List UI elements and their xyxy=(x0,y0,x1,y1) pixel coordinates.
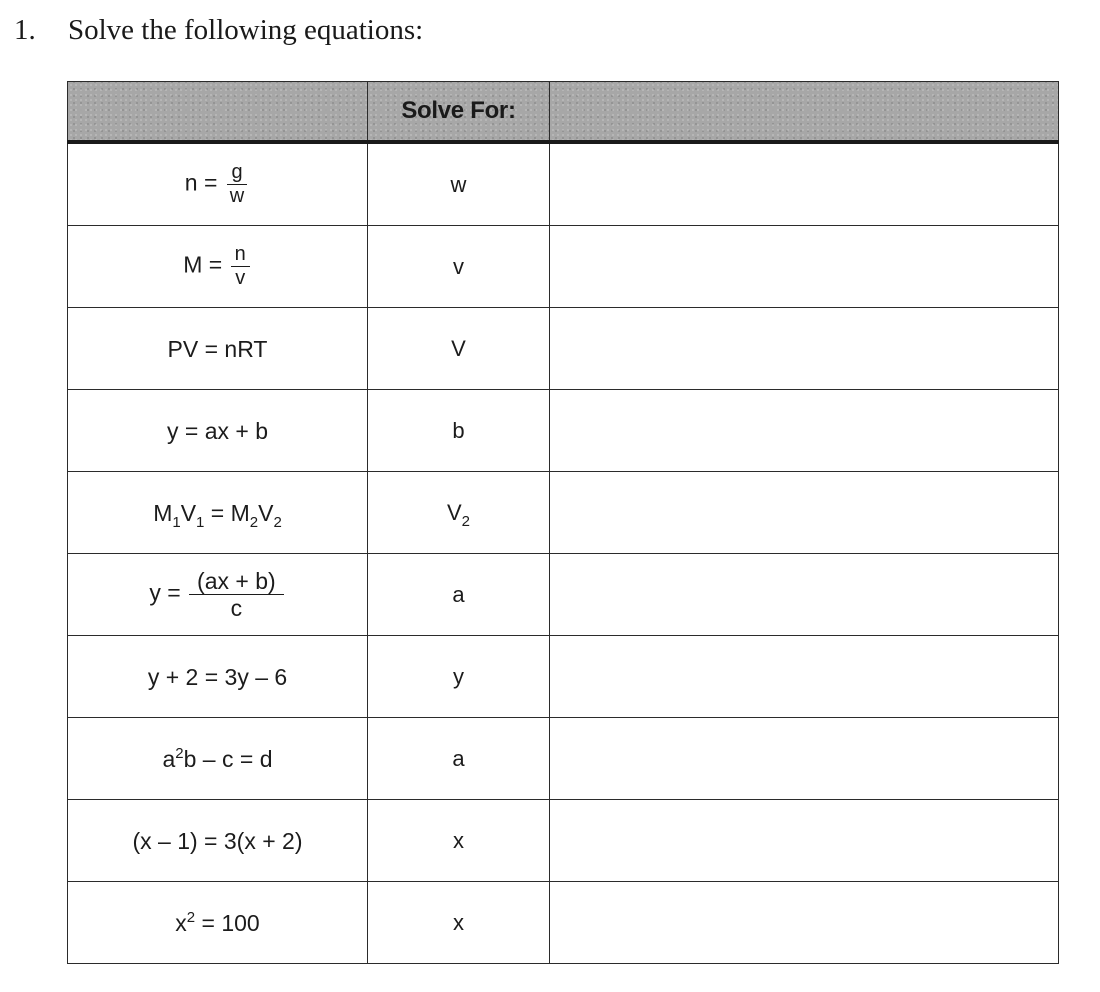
equation: $M_1V_1 = M_2V_2$ xyxy=(153,499,282,531)
table-row xyxy=(68,308,1059,390)
table-row xyxy=(68,718,1059,800)
answer-cell[interactable] xyxy=(550,636,1059,718)
equation-cell xyxy=(68,800,368,882)
equation-cell xyxy=(68,308,368,390)
table-header-row xyxy=(68,82,1059,143)
solve-for-value: $V_2$ xyxy=(446,500,471,530)
solve-for-cell: x xyxy=(368,800,550,882)
equation: M = $\frac{n}{v}$ xyxy=(183,244,252,289)
table-row xyxy=(68,636,1059,718)
table-row xyxy=(68,472,1059,554)
table-row xyxy=(68,142,1059,226)
answer-cell[interactable] xyxy=(550,554,1059,636)
answer-cell[interactable] xyxy=(550,390,1059,472)
question-heading xyxy=(14,14,423,47)
equation: $x^2 = 100$ xyxy=(175,908,260,936)
answer-cell[interactable] xyxy=(550,472,1059,554)
equation: $a^2b - c = d$ xyxy=(162,744,273,772)
table-row xyxy=(68,226,1059,308)
fraction: $\frac{(ax + b)}{c}$ xyxy=(189,569,284,620)
answer-cell[interactable] xyxy=(550,800,1059,882)
answer-cell[interactable] xyxy=(550,142,1059,226)
solve-for-cell: v xyxy=(368,226,550,308)
solve-for-cell: a xyxy=(368,718,550,800)
header-solve-for-cell: Solve For: xyxy=(368,82,550,143)
fraction: $\frac{g}{w}$ xyxy=(226,162,248,207)
header-equation-cell xyxy=(68,82,368,143)
answer-cell[interactable] xyxy=(550,882,1059,964)
answer-cell[interactable] xyxy=(550,308,1059,390)
solve-for-cell: b xyxy=(368,390,550,472)
table-row xyxy=(68,800,1059,882)
equations-table xyxy=(67,81,1059,964)
equation: y = ax + b xyxy=(166,417,268,444)
solve-for-cell: w xyxy=(368,142,550,226)
table-row xyxy=(68,390,1059,472)
equation-cell xyxy=(68,472,368,554)
question-text: Solve the following equations: xyxy=(68,14,424,46)
equation-cell xyxy=(68,226,368,308)
answer-cell[interactable] xyxy=(550,226,1059,308)
equation-cell xyxy=(68,390,368,472)
fraction: $\frac{n}{v}$ xyxy=(231,244,250,289)
equation-cell xyxy=(68,636,368,718)
solve-for-cell xyxy=(368,472,550,554)
equation-cell xyxy=(68,554,368,636)
equation-cell xyxy=(68,718,368,800)
equation: y = $\frac{(ax + b)}{c}$ xyxy=(149,569,285,620)
header-answer-cell xyxy=(550,82,1059,143)
solve-for-cell: y xyxy=(368,636,550,718)
equation: PV = nRT xyxy=(167,335,268,362)
table-row xyxy=(68,554,1059,636)
solve-for-cell: a xyxy=(368,554,550,636)
table-row xyxy=(68,882,1059,964)
equation: (x – 1) = 3(x + 2) xyxy=(132,827,303,854)
equation: n = $\frac{g}{w}$ xyxy=(185,162,250,207)
equation-cell xyxy=(68,142,368,226)
solve-for-cell: V xyxy=(368,308,550,390)
question-number: 1. xyxy=(14,14,36,46)
equation: y + 2 = 3y – 6 xyxy=(147,663,288,690)
equation-cell xyxy=(68,882,368,964)
solve-for-cell: x xyxy=(368,882,550,964)
answer-cell[interactable] xyxy=(550,718,1059,800)
